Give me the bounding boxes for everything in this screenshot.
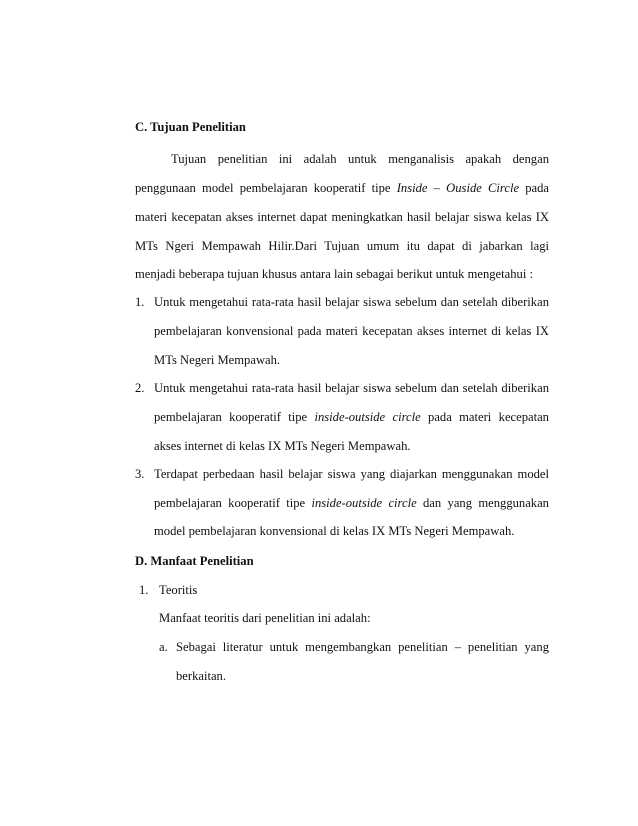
sub-number-1: 1. <box>139 583 149 597</box>
section-d-heading: D. Manfaat Penelitian <box>135 554 254 568</box>
item-1-line-1: Untuk mengetahui rata-rata hasil belajar siswa sebelum dan setelah diberikan <box>154 295 549 309</box>
item-2-line-1: Untuk mengetahui rata-rata hasil belajar siswa sebelum dan setelah diberikan <box>154 381 549 395</box>
intro-line-1: Tujuan penelitian ini adalah untuk menganalisis apakah dengan <box>171 152 549 166</box>
item-a-letter: a. <box>159 640 168 654</box>
list-number-3: 3. <box>135 467 145 481</box>
intro-line-2: penggunaan model pembelajaran kooperatif tipe Inside – Ouside Circle pada <box>135 181 549 195</box>
item-2-line-2: pembelajaran kooperatif tipe inside-outside circle pada materi kecepatan <box>154 410 549 424</box>
item-a-line-1: Sebagai literatur untuk mengembangkan penelitian – penelitian yang <box>176 640 549 654</box>
intro-line-4: MTs Ngeri Mempawah Hilir.Dari Tujuan umum itu dapat di jabarkan lagi <box>135 239 549 253</box>
item-1-line-3: MTs Negeri Mempawah. <box>154 353 281 367</box>
list-number-2: 2. <box>135 381 145 395</box>
item-1-line-2: pembelajaran konvensional pada materi kecepatan akses internet di kelas IX <box>154 324 549 338</box>
teoritis-body: Manfaat teoritis dari penelitian ini adalah: <box>159 611 371 625</box>
item-3-line-1: Terdapat perbedaan hasil belajar siswa yang diajarkan menggunakan model <box>154 467 549 481</box>
section-c-heading: C. Tujuan Penelitian <box>135 120 246 134</box>
sub-label-teoritis: Teoritis <box>159 583 198 597</box>
item-3-method-name: inside-outside circle <box>311 496 417 510</box>
intro-line-3: materi kecepatan akses internet dapat meningkatkan hasil belajar siswa kelas IX <box>135 210 549 224</box>
intro-line-5: menjadi beberapa tujuan khusus antara lain sebagai berikut untuk mengetahui : <box>135 267 533 281</box>
item-2-line-3: akses internet di kelas IX MTs Negeri Mempawah. <box>154 439 411 453</box>
list-number-1: 1. <box>135 295 145 309</box>
item-3-line-3: model pembelajaran konvensional di kelas IX MTs Negeri Mempawah. <box>154 524 515 538</box>
item-2-method-name: inside-outside circle <box>314 410 421 424</box>
item-a-line-2: berkaitan. <box>176 669 226 683</box>
intro-method-name: Inside – Ouside Circle <box>396 181 520 195</box>
item-3-line-2: pembelajaran kooperatif tipe inside-outside circle dan yang menggunakan <box>154 496 549 510</box>
